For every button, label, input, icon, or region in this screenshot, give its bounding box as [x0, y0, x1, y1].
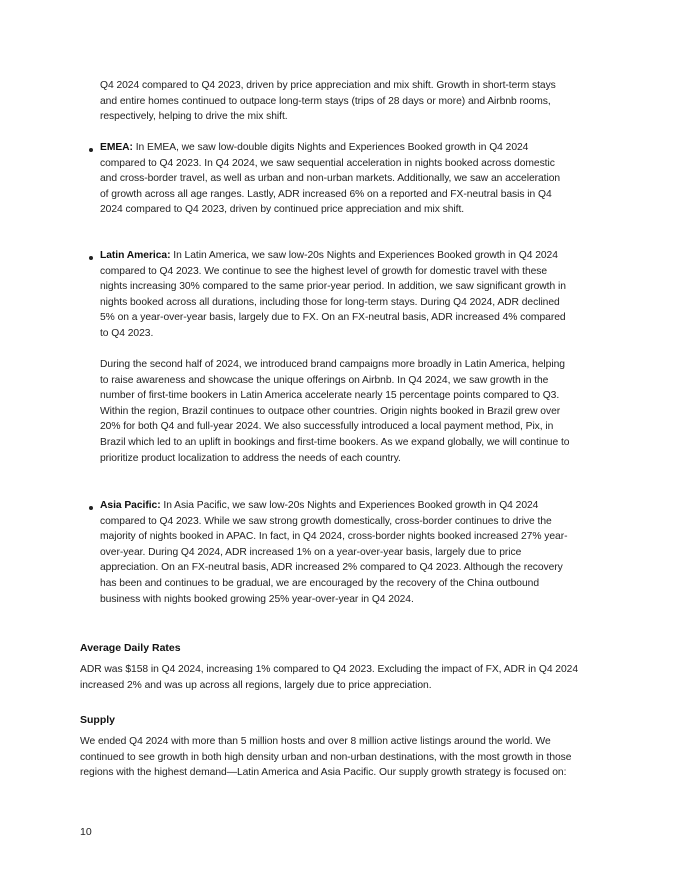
bullet-marker-latam [89, 256, 93, 260]
intro-paragraph: Q4 2024 compared to Q4 2023, driven by price appreciation and mix shift. Growth in short-term stays and entire homes continued to outpace long-term stays (trips of 28 days or more) and Airbnb rooms, respectively, helping to drive the mix shift. [100, 80, 556, 123]
bullet-emea [100, 140, 570, 218]
latam-followup-paragraph: During the second half of 2024, we introduced brand campaigns more broadly in Latin America, helping to raise awareness and showcase the unique offerings on Airbnb. In Q4 2024, we saw growth in the number of first-time bookers in Latin America accelerate nearly 15 percentage points compared to Q3. Within the region, Brazil continues to outpace other countries. Origin nights booked in Brazil grew over 20% for both Q4 and full-year 2024. We also successfully introduced a local payment method, Pix, in Brazil which led to an uplift in bookings and first-time bookers. As we expand globally, we will continue to prioritize product localization to address the needs of each country. [100, 359, 570, 464]
bullet-emea-text: In EMEA, we saw low-double digits Nights and Experiences Booked growth in Q4 2024 compared to Q4 2023. In Q4 2024, we saw sequential acceleration in nights booked across domestic and cross-border travel, as well as urban and non-urban markets. Additionally, we saw an acceleration of growth across all age ranges. Lastly, ADR increased 6% on a reported and FX-neutral basis in Q4 2024 compared to Q4 2023, driven by continued price appreciation and mix shift. [100, 142, 561, 216]
bullet-latam [100, 248, 570, 342]
bullet-emea-label: EMEA: [100, 142, 133, 153]
supply-paragraph: We ended Q4 2024 with more than 5 million hosts and over 8 million active listings around the world. We continued to see growth in both high density urban and non-urban destinations, with the most growth in those regions with the highest demand—Latin America and Asia Pacific. Our supply growth strategy is focused on: [80, 736, 572, 779]
bullet-marker-emea [89, 148, 93, 152]
page-number: 10 [80, 826, 92, 838]
bullet-latam-label: Latin America: [100, 250, 171, 261]
bullet-apac-text: In Asia Pacific, we saw low-20s Nights and Experiences Booked growth in Q4 2024 compared to Q4 2023. While we saw strong growth domestically, cross-border continues to drive the majority of nights booked in APAC. In fact, in Q4 2024, cross-border nights booked increased 27% year-over-year. During Q4 2024, ADR increased 1% on a year-over-year basis, largely due to price appreciation. On an FX-neutral basis, ADR increased 2% compared to Q4 2023. Although the recovery has been and continues to be gradual, we are encouraged by the recovery of the China outbound business with nights booked growing 25% year-over-year in Q4 2024. [100, 500, 568, 605]
bullet-marker-apac [89, 506, 93, 510]
bullet-apac [100, 498, 570, 607]
adr-paragraph: ADR was $158 in Q4 2024, increasing 1% compared to Q4 2023. Excluding the impact of FX, ADR in Q4 2024 increased 2% and was up across all regions, largely due to price appreciation. [80, 664, 579, 691]
adr-heading: Average Daily Rates [80, 642, 181, 654]
bullet-apac-label: Asia Pacific: [100, 500, 161, 511]
bullet-latam-text: In Latin America, we saw low-20s Nights and Experiences Booked growth in Q4 2024 compared to Q4 2023. We continue to see the highest level of growth for domestic travel with these nights increasing 30% compared to the same prior-year period. In addition, we saw significant growth in nights booked across all durations, including those for long-term stays. During Q4 2024, ADR declined 5% on a year-over-year basis, largely due to FX. On an FX-neutral basis, ADR increased 4% compared to Q4 2023. [100, 250, 566, 339]
supply-heading: Supply [80, 714, 116, 726]
